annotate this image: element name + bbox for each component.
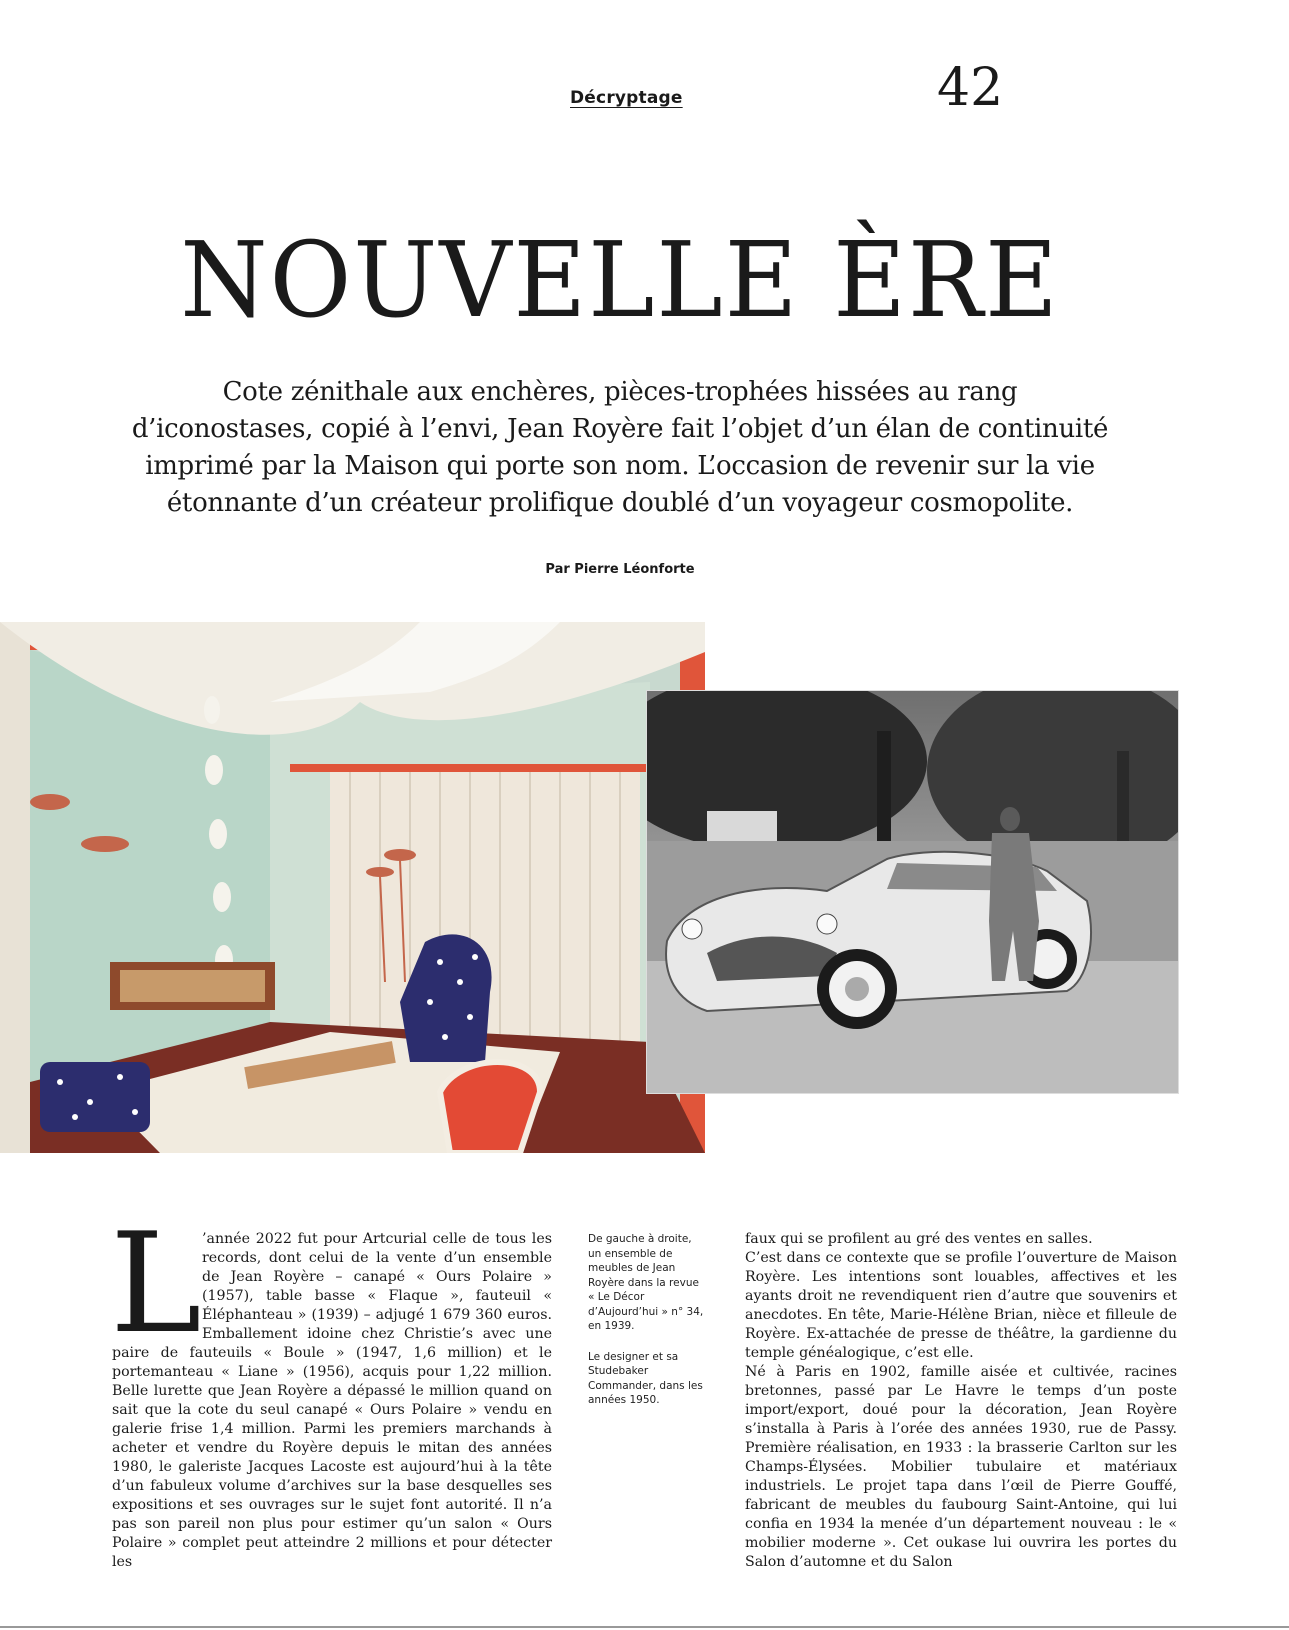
page-number: 42	[937, 58, 1004, 118]
car-photo	[647, 691, 1178, 1093]
body-column-2	[745, 1230, 1177, 1572]
photo-captions	[588, 1232, 706, 1424]
interior-photo	[0, 622, 705, 1153]
interior-illustration	[0, 622, 705, 1153]
article-lede: Cote zénithale aux enchères, pièces-trophées hissées au rang d’iconostases, copié à l’envi, Jean Royère fait l’objet d’un élan de continuité imprimé par la Maison qui porte son nom. L’occasion de revenir sur la vie étonnante d’un créateur prolifique doublé d’un voyageur cosmopolite.	[131, 377, 1109, 518]
body-paragraph: ’année 2022 fut pour Artcurial celle de tous les records, dont celui de la vente d’un ensemble de Jean Royère – canapé « Ours Polaire » (1957), table basse « Flaque », fauteuil « Éléphanteau » (1939) – adjugé 1 679 360 euros. Emballement idoine chez Christie’s avec une paire de fauteuils « Boule » (1947, 1,6 million) et le portemanteau « Liane » (1956), acquis pour 1,22 million. Belle lurette que Jean Royère a dépassé le million quand on sait que la cote du seul canapé « Ours Polaire » vendu en galerie frise 1,4 million. Parmi les premiers marchands à acheter et vendre du Royère depuis le mitan des années 1980, le galeriste Jacques Lacoste est aujourd’hui à la tête d’un fabuleux volume d’archives sur la base desquelles ses expositions et ses ouvrages sur le sujet font autorité. Il n’a pas son pareil non plus pour estimer qu’un salon « Ours Polaire » complet peut atteindre 2 millions et pour détecter les	[112, 1231, 552, 1570]
caption-car: Le designer et sa Studebaker Commander, dans les années 1950.	[588, 1350, 703, 1406]
body-paragraph: Né à Paris en 1902, famille aisée et cultivée, racines bretonnes, passé par Le Havre le temps d’un poste import/export, doué pour la décoration, Jean Royère s’installa à Paris à l’orée des années 1930, rue de Passy. Première réalisation, en 1933 : la brasserie Carlton sur les Champs-Élysées. Mobilier tubulaire et matériaux industriels. Le projet tapa dans l’œil de Pierre Gouffé, fabricant de meubles du faubourg Saint-Antoine, qui lui confia en 1934 la menée d’un département nouveau : le « mobilier moderne ». Cet oukase lui ouvrira les portes du Salon d’automne et du Salon	[745, 1364, 1177, 1570]
footer-divider	[0, 1626, 1289, 1628]
article-title: NOUVELLE ÈRE	[180, 219, 1060, 341]
body-paragraph: C’est dans ce contexte que se profile l’ouverture de Maison Royère. Les intentions sont louables, affectives et les ayants droit ne revendiquent rien d’autre que souvenirs et anecdotes. En tête, Marie-Hélène Brian, nièce et filleule de Royère. Ex-attachée de presse de théâtre, la gardienne du temple généalogique, c’est elle.	[745, 1250, 1177, 1361]
body-column-1	[110, 1203, 552, 1572]
car-illustration	[647, 691, 1178, 1093]
drop-cap: L	[110, 1203, 202, 1364]
body-paragraph: faux qui se profilent au gré des ventes en salles.	[745, 1231, 1093, 1247]
section-label: Décryptage	[570, 88, 683, 108]
caption-interior: De gauche à droite, un ensemble de meubles de Jean Royère dans la revue « Le Décor d’Aujourd’hui » n° 34, en 1939.	[588, 1233, 704, 1332]
byline: Par Pierre Léonforte	[545, 562, 695, 577]
